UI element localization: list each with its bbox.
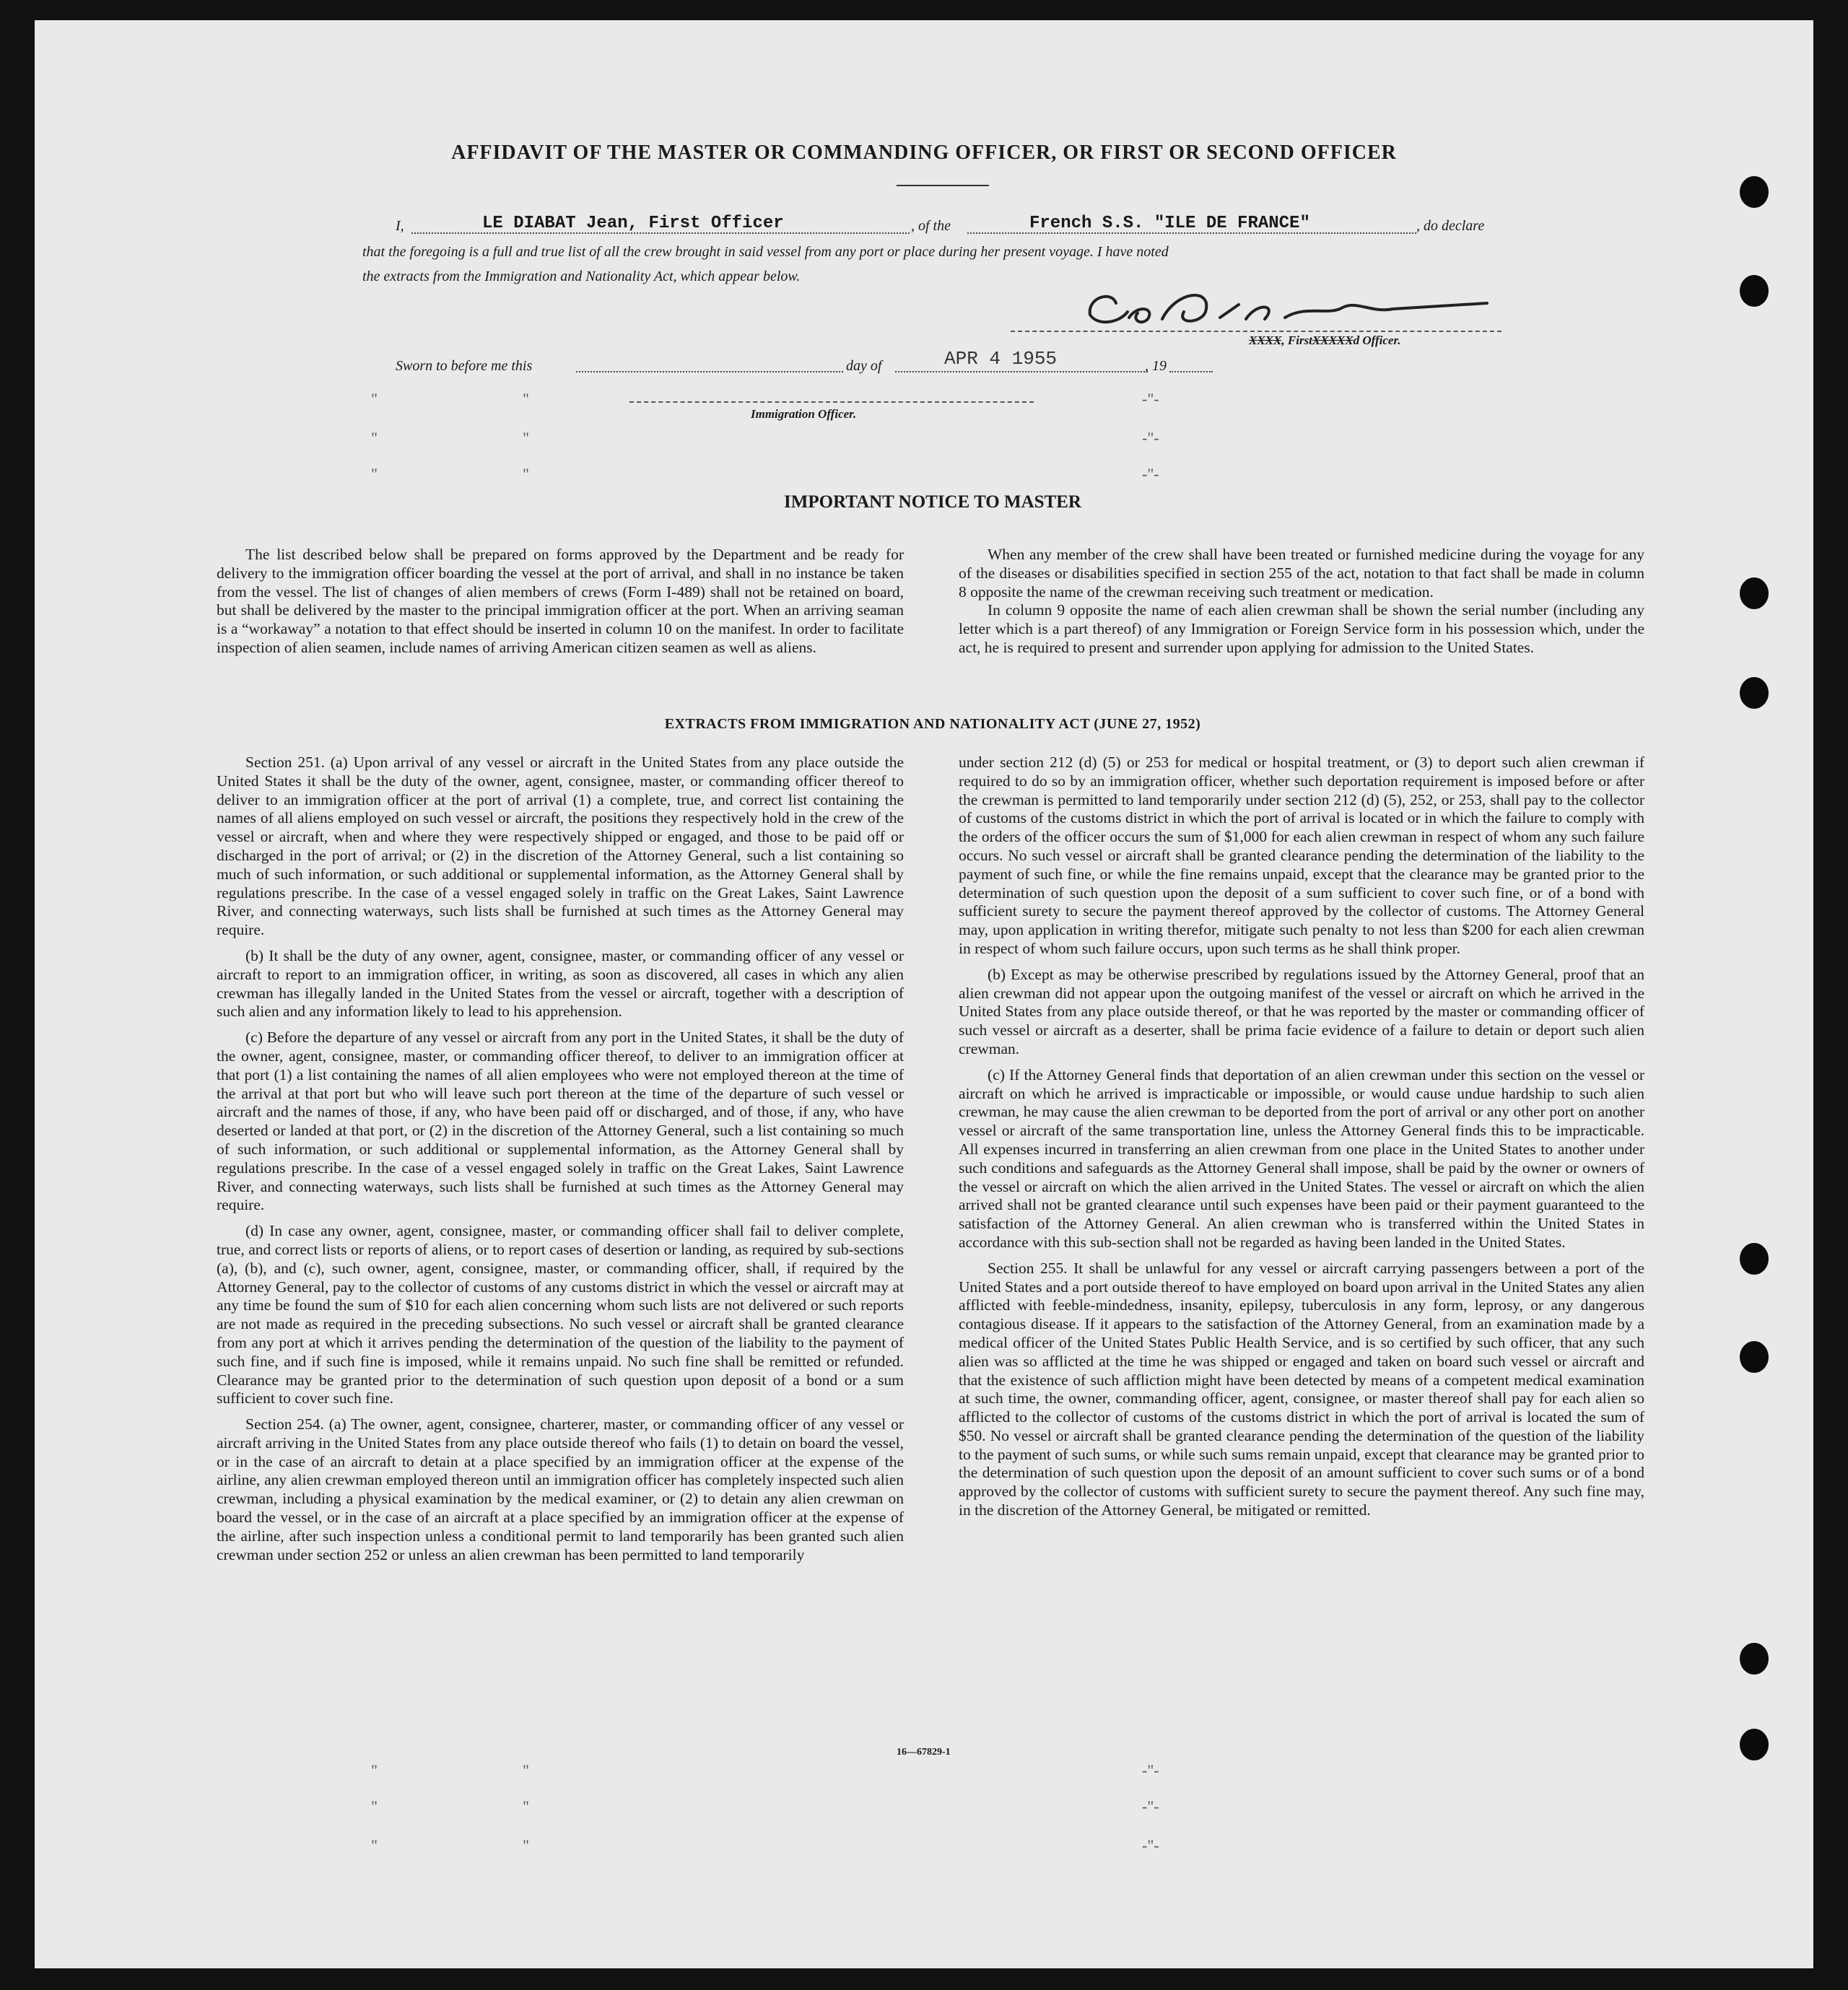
of-the-label: , of the xyxy=(911,218,951,234)
punch-hole xyxy=(1740,1341,1769,1373)
punch-hole xyxy=(1740,1729,1769,1760)
punch-hole xyxy=(1740,1643,1769,1675)
form-number: 16—67829-1 xyxy=(897,1747,951,1758)
ditto-mark: " xyxy=(371,1836,378,1854)
extracts-heading: EXTRACTS FROM IMMIGRATION AND NATIONALITY ACT (JUNE 27, 1952) xyxy=(664,716,1201,732)
ditto-mark: " xyxy=(371,1797,378,1815)
punch-hole xyxy=(1740,176,1769,208)
title-first: , First xyxy=(1281,333,1312,347)
year-prefix: , 19 xyxy=(1145,358,1167,374)
ditto-mark: " xyxy=(371,429,378,447)
do-declare-label: , do declare xyxy=(1416,218,1485,234)
ditto-mark: " xyxy=(371,465,378,483)
section-251-a: Section 251. (a) Upon arrival of any vessel or aircraft in the United States from any place outside the United States it shall be the duty of the owner, agent, consignee, master, or commanding officer thereof to deliver to an immigration officer at the port of arrival (1) a complete, true, and correct list containing the names of all aliens employed on such vessel or aircraft, the positions they respectively hold in the crew of the vessel or aircraft, when and where they were respectively shipped or engaged, and those to be paid off or discharged in the port of arrival; or (2) in the discretion of the Attorney General, such a list containing so much of such information, or such additional or supplemental information, as the Attorney General shall by regulations prescribe. In the case of a vessel engaged solely in traffic on the Great Lakes, Saint Lawrence River, and connecting waterways, such lists shall be furnished at such times as the Attorney General may require. xyxy=(217,754,904,939)
struck-title-b: XXXXX xyxy=(1312,333,1354,347)
ditto-mark: " xyxy=(523,429,529,447)
immigration-officer-label: Immigration Officer. xyxy=(751,407,857,421)
affidavit-title: AFFIDAVIT OF THE MASTER OR COMMANDING OFFICER, OR FIRST OR SECOND OFFICER xyxy=(451,141,1397,164)
title-rule xyxy=(897,185,989,186)
ditto-mark: " xyxy=(523,465,529,483)
immigration-officer-line xyxy=(629,401,1034,403)
dash-mark: -"- xyxy=(1142,1797,1159,1815)
sworn-month-line xyxy=(895,371,1148,372)
punch-hole xyxy=(1740,1243,1769,1275)
struck-title-a: XXXX xyxy=(1249,333,1282,347)
extracts-left-column xyxy=(217,754,904,1571)
ditto-mark: " xyxy=(523,1797,529,1815)
ditto-mark: " xyxy=(371,390,378,408)
punch-hole xyxy=(1740,577,1769,609)
dash-mark: -"- xyxy=(1142,1836,1159,1854)
notice-left-column xyxy=(217,546,904,665)
dash-mark: -"- xyxy=(1142,429,1159,447)
section-251-b: (b) It shall be the duty of any owner, agent, consignee, master, or commanding officer of any vessel or aircraft to report to an immigration officer, in writing, as soon as discovered, all cases in which any alien crewman has illegally landed in the United States from the vessel or aircraft, together with a description of such alien and any information likely to lead to his apprehension. xyxy=(217,946,904,1021)
section-254-b: (b) Except as may be otherwise prescribed by regulations issued by the Attorney General, proof that an alien crewman did not appear upon the outgoing manifest of the vessel or aircraft on which he arrived in the United States from any place outside thereof, or that he was reported by the master or commanding officer of such vessel or aircraft as a deserter, shall be prima facie evidence of a failure to detain or deport such alien crewman. xyxy=(959,965,1644,1057)
declaration-line-1: that the foregoing is a full and true list of all the crew brought in said vessel from any port or place during her present voyage. I have noted xyxy=(362,244,1169,260)
extracts-right-column xyxy=(959,754,1644,1527)
title-end: d Officer. xyxy=(1353,333,1401,347)
stamped-date: APR 4 1955 xyxy=(944,348,1058,370)
dash-mark: -"- xyxy=(1142,465,1159,483)
ditto-mark: " xyxy=(523,1761,529,1779)
section-254-c: (c) If the Attorney General finds that deportation of an alien crewman under this section on the vessel or aircraft on which he arrived is impracticable or impossible, or would cause undue hardship to such alien crewman, he may cause the alien crewman to be deported from the port of arrival or any other port on another vessel or aircraft of the same transportation line, unless the Attorney General finds this to be impracticable. All expenses incurred in transferring an alien crewman from one place in the United States to another under such conditions and safeguards as the Attorney General shall impose, shall be paid by the owner or owners of the vessel or aircraft on which the alien arrived in the United States. The vessel or aircraft on which the alien arrived shall not be granted clearance until such expenses have been paid or their payment guaranteed to the satisfaction of the Attorney General. An alien crewman who is transferred within the United States in accordance with this sub-section shall not be regarded as having been landed in the United States. xyxy=(959,1065,1644,1251)
day-of-label: day of xyxy=(846,358,882,374)
notice-left-paragraph: The list described below shall be prepared on forms approved by the Department and be ready for delivery to the immigration officer boarding the vessel at the port of arrival, and shall in no instance be taken from the vessel. The list of changes of alien members of crews (Form I-489) shall not be retained on board, but shall be delivered by the master to the principal immigration officer at the port. When an arriving seaman is a “workaway” a notation to that effect should be inserted in column 10 on the manifest. In order to facilitate inspection of alien seamen, include names of arriving American citizen seamen as well as aliens. xyxy=(217,546,904,656)
section-251-d: (d) In case any owner, agent, consignee, master, or commanding officer shall fail to deliver complete, true, and correct lists or reports of aliens, or to report cases of desertion or landing, as required by sub-sections (a), (b), and (c), such owner, agent, consignee, master, or commanding officer, shall, if required by the Attorney General, pay to the collector of customs of any customs district in which the vessel or aircraft may at any time be found the sum of $10 for each alien concerning whom such lists are not delivered or such reports are not made as required in the preceding subsections. No such vessel or aircraft shall be granted clearance from any port at which it arrives pending the determination of the question of the liability to the payment of such fine, and if such fine is imposed, while it remains unpaid. No such fine shall be remitted or refunded. Clearance may be granted prior to the determination of such question upon deposit of a bond or a sum sufficient to cover such fine. xyxy=(217,1222,904,1408)
dash-mark: -"- xyxy=(1142,1761,1159,1779)
sworn-label: Sworn to before me this xyxy=(396,358,533,374)
punch-hole xyxy=(1740,275,1769,307)
officer-name: LE DIABAT Jean, First Officer xyxy=(482,214,784,233)
section-254-a-continued: under section 212 (d) (5) or 253 for medical or hospital treatment, or (3) to deport such alien crewman if required to do so by an immigration officer, whether such deportation requirement is imposed before or after the crewman is permitted to land temporarily under section 212 (d) (5), 252, or 253, shall pay to the collector of customs of the customs district in which the port of arrival is located or in which the failure to comply with the orders of the officer occurs the sum of $1,000 for each alien crewman in respect of whom any such failure occurs. No such vessel or aircraft shall be granted clearance pending the determination of the liability to the payment of such fine, or while the fine remains unpaid, except that the clearance may be granted prior to the determination of such question upon the deposit of a sum sufficient to cover such fine, or of a bond with sufficient surety to secure the payment thereof approved by the collector of customs. The Attorney General may, upon application in writing therefor, mitigate such penalty to not less than $200 for each alien crewman in respect of whom such failure occurs, upon such terms as he shall think proper. xyxy=(959,754,1644,957)
section-251-c: (c) Before the departure of any vessel or aircraft from any port in the United States, it shall be the duty of the owner, agent, consignee, master, or commanding officer thereof, to deliver to an immigration officer at that port (1) a list containing the names of all alien employees who were not employed thereon at the time of the arrival at that port but who will leave such port thereon at the time of the departure of such vessel or aircraft and the names of those, if any, who have been paid off or discharged, and of those, if any, who have deserted or landed at that port, or (2) in the discretion of the Attorney General, such a list containing so much of such information, or such additional or supplemental information, as the Attorney General shall by regulations prescribe. In the case of a vessel engaged solely in traffic on the Great Lakes, Saint Lawrence River, and connecting waterways, such lists shall be furnished at such times as the Attorney General may require. xyxy=(217,1029,904,1214)
sworn-year-line xyxy=(1169,371,1213,372)
vessel-name: French S.S. "ILE DE FRANCE" xyxy=(1029,214,1310,233)
ditto-mark: " xyxy=(523,1836,529,1854)
section-255: Section 255. It shall be unlawful for any vessel or aircraft carrying passengers between a port of the United States and a port outside thereof to have employed on board upon arrival in the United States any alien afflicted with feeble-mindedness, insanity, epilepsy, tuberculosis in any form, leprosy, or any dangerous contagious disease. If it appears to the satisfaction of the Attorney General, from an examination made by a medical officer of the United States Public Health Service, and is so certified by such officer, that any such alien was so afflicted at the time he was shipped or engaged and taken on board such vessel or aircraft and that the existence of such affliction might have been detected by means of a competent medical examination at such time, the owner, commanding officer, agent, consignee, or master thereof shall pay for each alien so afflicted to the collector of customs of the customs district in which the port of arrival is located the sum of $50. No vessel or aircraft shall be granted clearance pending the determination of the question of the liability to the payment of such sums, or while such sums remain unpaid, except that clearance may be granted prior to the determination of such question upon the deposit of an amount sufficient to cover such sums or of a bond approved by the collector of customs with sufficient surety to secure the payment thereof. Any such fine may, in the discretion of the Attorney General, be mitigated or remitted. xyxy=(959,1259,1644,1519)
handwritten-signature xyxy=(1068,283,1494,341)
notice-right-paragraph-2: In column 9 opposite the name of each alien crewman shall be shown the serial number (including any letter which is a part thereof) of any Immigration or Foreign Service form in his possession which, under the act, he is required to present and surrender upon applying for admission to the United States. xyxy=(959,601,1644,656)
notice-right-paragraph-1: When any member of the crew shall have been treated or furnished medicine during the voyage for any of the diseases or disabilities specified in section 255 of the act, notation to that fact shall be made in column 8 opposite the name of the crewman receiving such treatment or medication. xyxy=(959,546,1644,601)
ditto-mark: " xyxy=(523,390,529,408)
notice-right-column xyxy=(959,546,1644,665)
section-254-a: Section 254. (a) The owner, agent, consignee, charterer, master, or commanding officer of any vessel or aircraft arriving in the United States from any place outside thereof who fails (1) to detain on board the vessel, or in the case of an aircraft to detain at a place specified by an immigration officer at the expense of the airline, any alien crewman employed thereon until an immigration officer has completely inspected such alien crewman, including a physical examination by the medical examiner, or (2) to detain any alien crewman on board the vessel, or in the case of an aircraft at a place specified by an immigration officer at the expense of the airline, after such inspection unless a conditional permit to land temporarily has been granted such alien crewman under section 252 or unless an alien crewman has been permitted to land temporarily xyxy=(217,1415,904,1563)
sworn-day-line xyxy=(576,371,843,372)
signer-title xyxy=(1249,333,1400,348)
declarant-prefix: I, xyxy=(396,218,404,234)
ditto-mark: " xyxy=(371,1761,378,1779)
signature-line xyxy=(1011,331,1502,332)
declaration-line-2: the extracts from the Immigration and Nationality Act, which appear below. xyxy=(362,269,801,284)
dash-mark: -"- xyxy=(1142,390,1159,408)
notice-heading: IMPORTANT NOTICE TO MASTER xyxy=(784,492,1081,512)
punch-hole xyxy=(1740,677,1769,709)
